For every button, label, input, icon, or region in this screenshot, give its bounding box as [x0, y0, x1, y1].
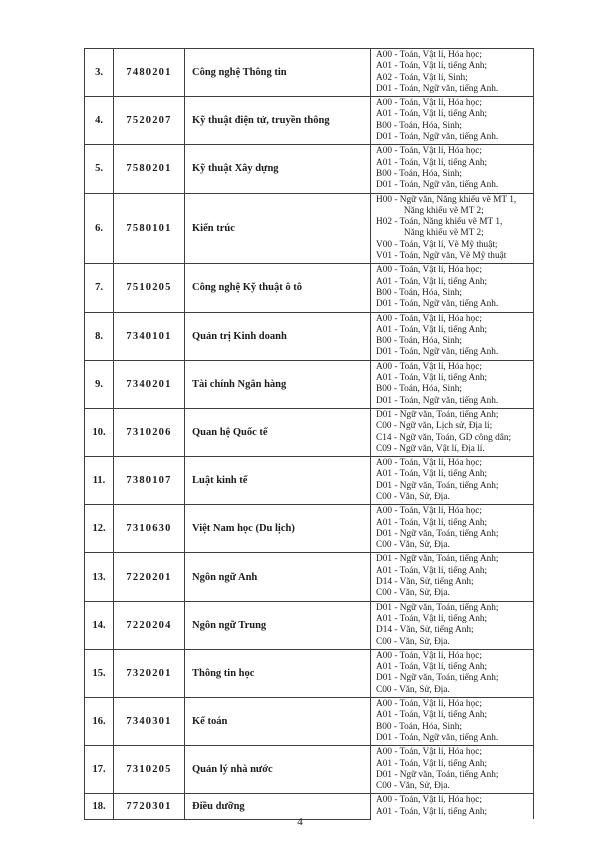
major-name-cell: Kế toán	[185, 698, 371, 746]
table-row	[85, 193, 534, 264]
combo-line: Năng khiếu vẽ MT 2;	[376, 205, 484, 216]
subject-combinations-cell	[371, 649, 534, 697]
combo-line: D01 - Toán, Ngữ văn, tiếng Anh.	[376, 132, 499, 143]
combo-line: C00 - Ngữ văn, Lịch sử, Địa lí;	[376, 421, 493, 432]
major-name-cell: Ngôn ngữ Trung	[185, 601, 371, 649]
page-number: 4	[297, 816, 303, 828]
combo-line: C00 - Văn, Sử, Địa.	[376, 636, 450, 647]
combo-line: C00 - Văn, Sử, Địa.	[376, 588, 450, 599]
row-number-cell: 11.	[85, 457, 114, 505]
combo-line: A01 - Toán, Vật lí, tiếng Anh;	[376, 517, 488, 528]
combo-line: B00 - Toán, Hóa, Sinh;	[376, 168, 462, 179]
subject-combinations-cell	[371, 601, 534, 649]
row-number-cell: 3.	[85, 49, 114, 97]
major-name-cell: Kỹ thuật điện tử, truyền thông	[185, 97, 371, 145]
combo-line: A01 - Toán, Vật lí, tiếng Anh;	[376, 469, 488, 480]
combo-line: D01 - Ngữ văn, Toán, tiếng Anh;	[376, 673, 499, 684]
row-number-cell: 6.	[85, 193, 114, 264]
combo-line: C00 - Văn, Sử, Địa.	[376, 781, 450, 792]
major-name-cell: Công nghệ Thông tin	[185, 49, 371, 97]
combo-line: B00 - Toán, Hóa, Sinh;	[376, 384, 462, 395]
combo-line: A00 - Toán, Vật lí, Hóa học;	[376, 699, 482, 710]
major-code-cell: 7220201	[114, 553, 185, 601]
table-row	[85, 49, 534, 97]
combo-line: A01 - Toán, Vật lí, tiếng Anh;	[376, 61, 488, 72]
major-name-cell: Kỹ thuật Xây dựng	[185, 145, 371, 193]
row-number-cell: 9.	[85, 360, 114, 408]
combo-line: A01 - Toán, Vật lí, tiếng Anh;	[376, 613, 488, 624]
combo-line: D01 - Toán, Ngữ văn, tiếng Anh.	[376, 299, 499, 310]
major-name-cell: Quản trị Kinh doanh	[185, 312, 371, 360]
combo-line: D14 - Văn, Sử, tiếng Anh;	[376, 625, 474, 636]
combo-line: A01 - Toán, Vật lí, tiếng Anh;	[376, 109, 488, 120]
subject-combinations-cell	[371, 97, 534, 145]
subject-combinations-cell	[371, 49, 534, 97]
subject-combinations-cell	[371, 193, 534, 264]
combo-line: H00 - Ngữ văn, Năng khiếu vẽ MT 1,	[376, 194, 517, 205]
major-code-cell: 7510205	[114, 264, 185, 312]
major-code-cell: 7320201	[114, 649, 185, 697]
combo-line: Năng khiếu vẽ MT 2;	[376, 228, 484, 239]
row-number-cell: 5.	[85, 145, 114, 193]
combo-line: D01 - Toán, Ngữ văn, tiếng Anh.	[376, 180, 499, 191]
combo-line: D01 - Ngữ văn, Toán, tiếng Anh;	[376, 769, 499, 780]
table-row	[85, 408, 534, 456]
subject-combinations-cell	[371, 145, 534, 193]
table-row	[85, 312, 534, 360]
combo-line: A00 - Toán, Vật lí, Hóa học;	[376, 50, 482, 60]
combo-line: D01 - Toán, Ngữ văn, tiếng Anh.	[376, 732, 499, 743]
combo-line: A01 - Toán, Vật lí, tiếng Anh;	[376, 157, 488, 168]
combo-line: A02 - Toán, Vật lí, Sinh;	[376, 72, 468, 83]
combo-line: A01 - Toán, Vật lí, tiếng Anh;	[376, 276, 488, 287]
major-name-cell: Kiến trúc	[185, 193, 371, 264]
subject-combinations-cell	[371, 698, 534, 746]
row-number-cell: 14.	[85, 601, 114, 649]
major-code-cell: 7720301	[114, 794, 185, 819]
subject-combinations-cell	[371, 553, 534, 601]
major-code-cell: 7580101	[114, 193, 185, 264]
combo-line: C00 - Văn, Sử, Địa.	[376, 540, 450, 551]
major-code-cell: 7310206	[114, 408, 185, 456]
combo-line: C00 - Văn, Sử, Địa.	[376, 684, 450, 695]
table-row	[85, 649, 534, 697]
combo-line: A00 - Toán, Vật lí, Hóa học;	[376, 146, 482, 157]
major-code-cell: 7340101	[114, 312, 185, 360]
major-code-cell: 7340201	[114, 360, 185, 408]
combo-line: A00 - Toán, Vật lí, Hóa học;	[376, 747, 482, 758]
combo-line: V00 - Toán, Vật lí, Vẽ Mỹ thuật;	[376, 239, 498, 250]
combo-line: C00 - Văn, Sử, Địa.	[376, 491, 450, 502]
subject-combinations-cell	[371, 746, 534, 794]
admissions-majors-table	[84, 48, 534, 820]
combo-line: H02 - Toán, Năng khiếu vẽ MT 1,	[376, 217, 503, 228]
major-code-cell: 7340301	[114, 698, 185, 746]
row-number-cell: 18.	[85, 794, 114, 819]
combo-line: A01 - Toán, Vật lí, tiếng Anh;	[376, 324, 488, 335]
subject-combinations-cell	[371, 505, 534, 553]
combo-line: D14 - Văn, Sử, tiếng Anh;	[376, 577, 474, 588]
major-code-cell: 7310630	[114, 505, 185, 553]
major-name-cell: Điều dưỡng	[185, 794, 371, 819]
subject-combinations-cell	[371, 312, 534, 360]
combo-line: A00 - Toán, Vật lí, Hóa học;	[376, 265, 482, 276]
major-name-cell: Công nghệ Kỹ thuật ô tô	[185, 264, 371, 312]
major-code-cell: 7580201	[114, 145, 185, 193]
combo-line: A01 - Toán, Vật lí, tiếng Anh;	[376, 565, 488, 576]
combo-line: D01 - Ngữ văn, Toán, tiếng Anh;	[376, 554, 499, 565]
combo-line: B00 - Toán, Hóa, Sinh;	[376, 120, 462, 131]
combo-line: B00 - Toán, Hóa, Sinh;	[376, 287, 462, 298]
table-row	[85, 457, 534, 505]
combo-line: A00 - Toán, Vật lí, Hóa học;	[376, 361, 482, 372]
table-row	[85, 553, 534, 601]
combo-line: D01 - Ngữ văn, Toán, tiếng Anh;	[376, 409, 499, 420]
combo-line: A01 - Toán, Vật lí, tiếng Anh;	[376, 758, 488, 769]
table-row	[85, 746, 534, 794]
major-name-cell: Luật kinh tế	[185, 457, 371, 505]
combo-line: A00 - Toán, Vật lí, Hóa học;	[376, 98, 482, 109]
combo-line: A00 - Toán, Vật lí, Hóa học;	[376, 506, 482, 517]
combo-line: B00 - Toán, Hóa, Sinh;	[376, 336, 462, 347]
combo-line: D01 - Ngữ văn, Toán, tiếng Anh;	[376, 602, 499, 613]
major-code-cell: 7380107	[114, 457, 185, 505]
row-number-cell: 15.	[85, 649, 114, 697]
major-name-cell: Ngôn ngữ Anh	[185, 553, 371, 601]
row-number-cell: 8.	[85, 312, 114, 360]
row-number-cell: 13.	[85, 553, 114, 601]
table-row	[85, 264, 534, 312]
row-number-cell: 7.	[85, 264, 114, 312]
major-name-cell: Tài chính Ngân hàng	[185, 360, 371, 408]
table-row	[85, 145, 534, 193]
combo-line: D01 - Ngữ văn, Toán, tiếng Anh;	[376, 528, 499, 539]
major-code-cell: 7310205	[114, 746, 185, 794]
major-name-cell: Quản lý nhà nước	[185, 746, 371, 794]
combo-line: V01 - Toán, Ngữ văn, Vẽ Mỹ thuật	[376, 251, 507, 262]
table-row	[85, 97, 534, 145]
major-code-cell: 7520207	[114, 97, 185, 145]
subject-combinations-cell	[371, 264, 534, 312]
row-number-cell: 4.	[85, 97, 114, 145]
combo-line: A00 - Toán, Vật lí, Hóa học;	[376, 458, 482, 469]
combo-line: B00 - Toán, Hóa, Sinh;	[376, 721, 462, 732]
combo-line: D01 - Toán, Ngữ văn, tiếng Anh.	[376, 83, 499, 94]
subject-combinations-cell	[371, 360, 534, 408]
combo-line: C14 - Ngữ văn, Toán, GD công dân;	[376, 432, 512, 443]
table-row	[85, 601, 534, 649]
subject-combinations-cell	[371, 408, 534, 456]
combo-line: A01 - Toán, Vật lí, tiếng Anh;	[376, 373, 488, 384]
table-row	[85, 505, 534, 553]
major-name-cell: Thông tin học	[185, 649, 371, 697]
combo-line: A01 - Toán, Vật lí, tiếng Anh;	[376, 662, 488, 673]
row-number-cell: 16.	[85, 698, 114, 746]
major-name-cell: Việt Nam học (Du lịch)	[185, 505, 371, 553]
combo-line: A01 - Toán, Vật lí, tiếng Anh;	[376, 806, 488, 817]
combo-line: A00 - Toán, Vật lí, Hóa học;	[376, 795, 482, 806]
subject-combinations-cell	[371, 457, 534, 505]
combo-line: C09 - Ngữ văn, Vật lí, Địa lí.	[376, 443, 485, 454]
combo-line: D01 - Toán, Ngữ văn, tiếng Anh.	[376, 347, 499, 358]
major-code-cell: 7480201	[114, 49, 185, 97]
combo-line: D01 - Ngữ văn, Toán, tiếng Anh;	[376, 480, 499, 491]
combo-line: A00 - Toán, Vật lí, Hóa học;	[376, 313, 482, 324]
row-number-cell: 12.	[85, 505, 114, 553]
major-code-cell: 7220204	[114, 601, 185, 649]
table-body	[85, 49, 534, 820]
table-row	[85, 698, 534, 746]
table-row	[85, 360, 534, 408]
major-name-cell: Quan hệ Quốc tế	[185, 408, 371, 456]
row-number-cell: 10.	[85, 408, 114, 456]
row-number-cell: 17.	[85, 746, 114, 794]
combo-line: A00 - Toán, Vật lí, Hóa học;	[376, 650, 482, 661]
combo-line: A01 - Toán, Vật lí, tiếng Anh;	[376, 710, 488, 721]
combo-line: D01 - Toán, Ngữ văn, tiếng Anh.	[376, 395, 499, 406]
